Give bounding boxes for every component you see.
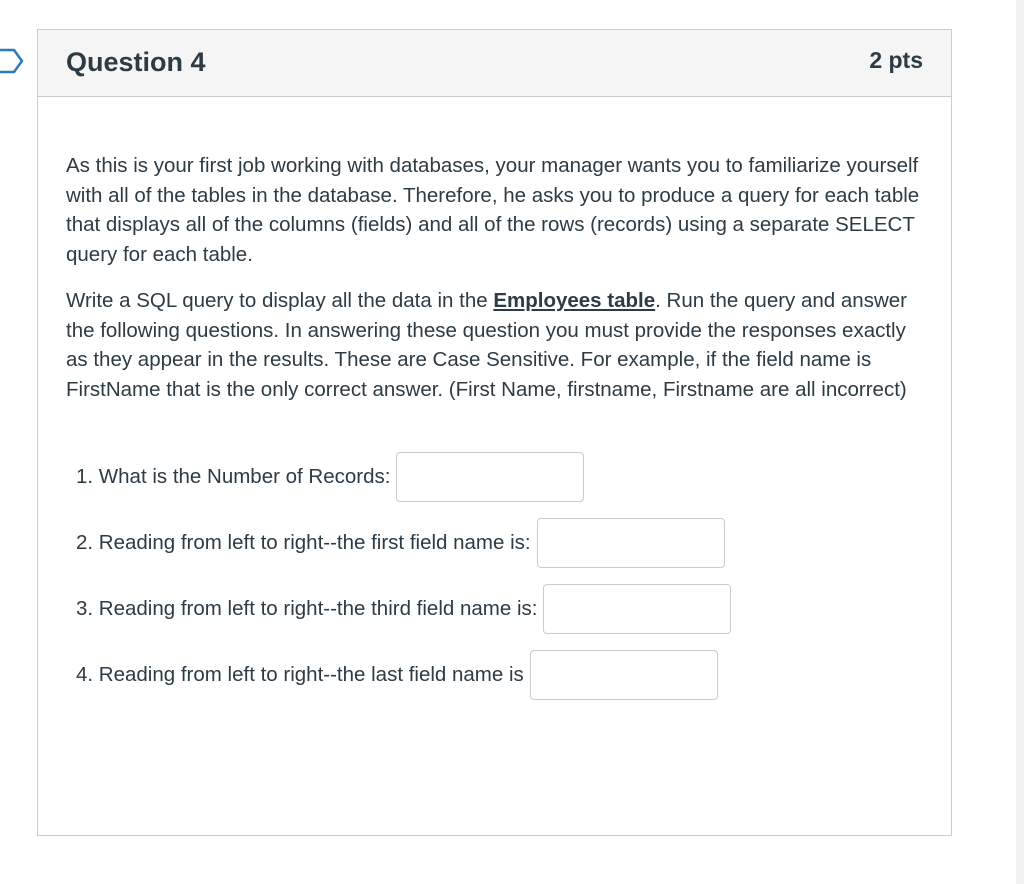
question-instructions [66,286,926,404]
answer-label-3: 3. Reading from left to right--the third field name is: [76,597,538,620]
question-points: 2 pts [869,47,923,73]
answer-row-4 [76,650,718,700]
answer-label-1: 1. What is the Number of Records: [76,465,391,488]
question-header [38,30,951,97]
question-text [66,151,926,404]
instructions-lead: Write a SQL query to display all the data in the [66,289,494,312]
instructions-rest: . Run the query and answer the following questions. In answering these question you must provide the responses exactly as they appear in the results. These are Case Sensitive. For example, if the field name is FirstName that is the only correct answer. (First Name, firstname, Firstname are all incorrect) [66,289,907,401]
answer-label-4: 4. Reading from left to right--the last field name is [76,663,524,686]
answer-label-2: 2. Reading from left to right--the first field name is: [76,531,531,554]
answer-input-4[interactable] [530,650,718,700]
answer-input-3[interactable] [543,584,731,634]
flag-icon[interactable] [0,47,26,75]
question-title: Question 4 [66,47,206,77]
answer-row-2 [76,518,725,568]
answer-row-1 [76,452,584,502]
question-intro: As this is your first job working with databases, your manager wants you to familiarize yourself with all of the tables in the database. Therefore, he asks you to produce a query for each table that displays all of the columns (fields) and all of the rows (records) using a separate SELECT query for each table. [66,154,920,266]
answer-row-3 [76,584,731,634]
employees-table-link[interactable]: Employees table [493,289,656,312]
answer-input-2[interactable] [537,518,725,568]
page-scrollbar-track[interactable] [1016,0,1024,884]
answer-input-1[interactable] [396,452,584,502]
